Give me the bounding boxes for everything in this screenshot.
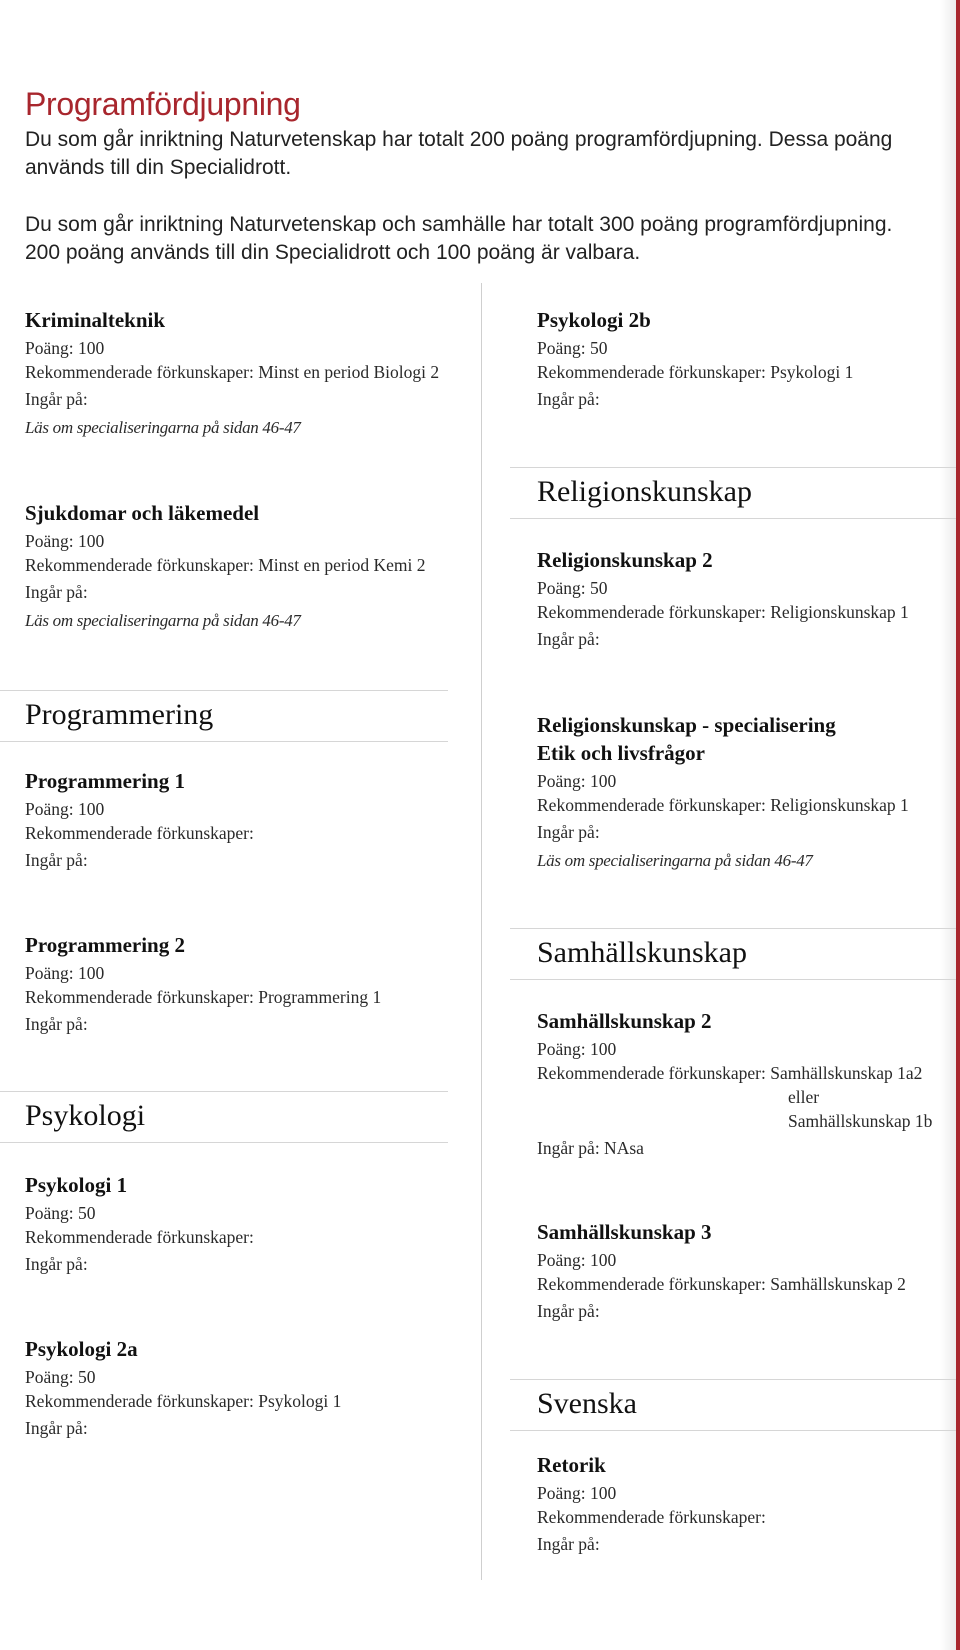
course-specialization-note: Läs om specialiseringarna på sidan 46-47 [25,611,301,630]
course-kriminalteknik [25,306,475,440]
course-title: Religionskunskap 2 [537,548,713,572]
course-title: Samhällskunskap 2 [537,1009,712,1033]
course-prerequisites: Rekommenderade förkunskaper: Minst en period Kemi 2 [25,555,426,575]
course-prerequisites: Rekommenderade förkunskaper: Programmering 1 [25,987,382,1007]
course-prerequisites: Rekommenderade förkunskaper: [25,823,254,843]
course-religionskunskap-2 [537,546,952,651]
course-psykologi-2a [25,1335,475,1440]
course-programmering-2 [25,931,475,1036]
section-header-svenska [510,1379,956,1431]
course-included-in: Ingår på: [537,822,600,842]
course-title: Programmering 2 [25,933,185,957]
course-points: Poäng: 100 [537,1039,617,1059]
course-prerequisites: Rekommenderade förkunskaper: Samhällskunskap 2 [537,1274,906,1294]
section-title: Programmering [25,698,214,731]
course-points: Poäng: 50 [537,338,608,358]
course-sjukdomar-och-lakemedel [25,499,475,633]
course-points: Poäng: 100 [25,963,105,983]
section-header-religionskunskap [510,467,956,519]
course-included-in: Ingår på: [537,1301,600,1321]
course-points: Poäng: 50 [25,1367,96,1387]
course-specialization-note: Läs om specialiseringarna på sidan 46-47 [537,851,813,870]
page-title: Programfördjupning [25,86,301,122]
course-title: Religionskunskap - specialisering [537,713,836,737]
course-included-in: Ingår på: NAsa [537,1138,644,1158]
course-included-in: Ingår på: [537,389,600,409]
course-psykologi-1 [25,1171,475,1276]
section-header-programmering [0,690,448,742]
course-title: Samhällskunskap 3 [537,1220,712,1244]
course-points: Poäng: 50 [537,578,608,598]
course-title: Psykologi 2a [25,1337,138,1361]
course-points: Poäng: 50 [25,1203,96,1223]
course-subtitle: Etik och livsfrågor [537,741,705,765]
course-points: Poäng: 100 [25,799,105,819]
course-title: Psykologi 2b [537,308,651,332]
course-points: Poäng: 100 [537,771,617,791]
course-religionskunskap-specialisering [537,711,952,873]
course-samhallskunskap-3 [537,1218,952,1323]
section-title: Svenska [537,1387,637,1420]
section-header-psykologi [0,1091,448,1143]
course-title: Sjukdomar och läkemedel [25,501,260,525]
page-edge-accent-bar [956,0,960,1650]
section-title: Religionskunskap [537,475,752,508]
section-title: Psykologi [25,1099,146,1132]
column-divider [481,283,482,1580]
course-prerequisites: Rekommenderade förkunskaper: Samhällskunskap 1a2 [537,1063,923,1083]
course-prerequisites: Rekommenderade förkunskaper: Religionskunskap 1 [537,795,909,815]
course-points: Poäng: 100 [25,338,105,358]
course-included-in: Ingår på: [537,629,600,649]
course-points: Poäng: 100 [537,1250,617,1270]
course-psykologi-2b [537,306,952,411]
course-prerequisites: Rekommenderade förkunskaper: Psykologi 1 [25,1391,342,1411]
course-included-in: Ingår på: [537,1534,600,1554]
course-points: Poäng: 100 [537,1483,617,1503]
course-programmering-1 [25,767,475,872]
course-specialization-note: Läs om specialiseringarna på sidan 46-47 [25,418,301,437]
intro-paragraph-naturvetenskap: Du som går inriktning Naturvetenskap har totalt 200 poäng programfördjupning. Dessa poäng används till din Specialidrott. [25,128,893,179]
course-prerequisites-or: eller [788,1087,820,1107]
intro-paragraph-naturvetenskap-samhalle: Du som går inriktning Naturvetenskap och samhälle har totalt 300 poäng programfördjupning. 200 poäng används till din Specialidrott och 100 poäng är valbara. [25,213,893,264]
course-title: Programmering 1 [25,769,185,793]
course-points: Poäng: 100 [25,531,105,551]
course-included-in: Ingår på: [25,850,88,870]
course-retorik [537,1451,952,1556]
course-prerequisites: Rekommenderade förkunskaper: Minst en period Biologi 2 [25,362,440,382]
course-title: Kriminalteknik [25,308,166,332]
course-included-in: Ingår på: [25,582,88,602]
course-title: Retorik [537,1453,606,1477]
course-included-in: Ingår på: [25,389,88,409]
course-title: Psykologi 1 [25,1173,128,1197]
course-prerequisites: Rekommenderade förkunskaper: [25,1227,254,1247]
course-samhallskunskap-2 [537,1007,952,1160]
course-prerequisites: Rekommenderade förkunskaper: Psykologi 1 [537,362,854,382]
course-included-in: Ingår på: [25,1254,88,1274]
course-included-in: Ingår på: [25,1014,88,1034]
course-prerequisites: Rekommenderade förkunskaper: Religionskunskap 1 [537,602,909,622]
section-title: Samhällskunskap [537,936,747,969]
course-prerequisites-alternative: Samhällskunskap 1b [788,1111,933,1131]
section-header-samhallskunskap [510,928,956,980]
course-prerequisites: Rekommenderade förkunskaper: [537,1507,766,1527]
course-included-in: Ingår på: [25,1418,88,1438]
